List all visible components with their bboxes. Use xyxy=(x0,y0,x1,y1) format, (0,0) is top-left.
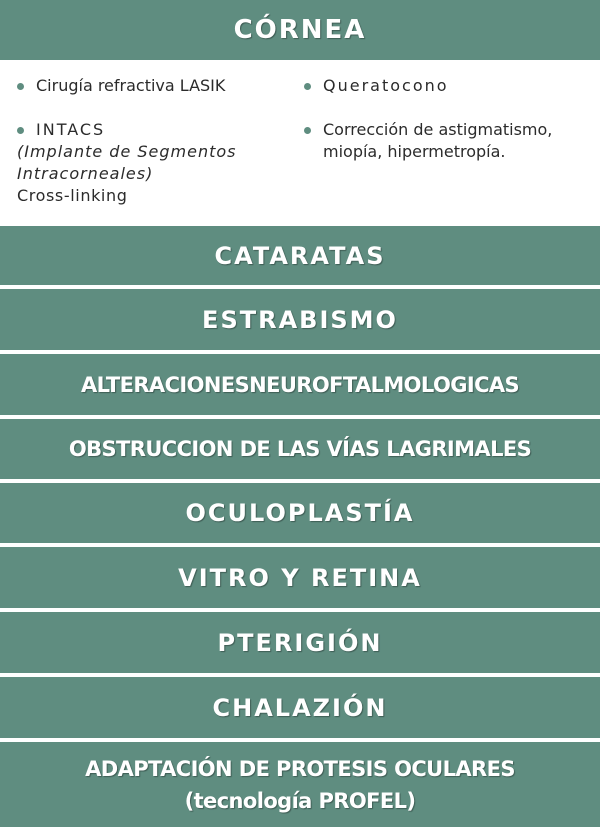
intacs-label: INTACS xyxy=(36,120,106,139)
section-alteraciones: ALTERACIONESNEUROFTALMOLOGICAS xyxy=(0,354,600,415)
bullet-icon xyxy=(304,127,311,134)
section-vitro-retina: VITRO Y RETINA xyxy=(0,547,600,608)
section-estrabismo: ESTRABISMO xyxy=(0,289,600,350)
correccion-line-1: Corrección de astigmatismo, xyxy=(323,120,553,139)
section-adaptacion-protesis xyxy=(0,742,600,827)
adaptacion-subtitle: (tecnología PROFEL) xyxy=(184,788,416,813)
item-intacs xyxy=(17,119,237,207)
cornea-title: CÓRNEA xyxy=(233,15,367,45)
section-cataratas: CATARATAS xyxy=(0,226,600,285)
item-lasik: Cirugía refractiva LASIK xyxy=(36,76,226,95)
section-chalazion: CHALAZIÓN xyxy=(0,677,600,738)
correccion-line-2: miopía, hipermetropía. xyxy=(323,142,506,161)
intacs-desc-1: (Implante de Segmentos xyxy=(17,142,237,161)
adaptacion-title: ADAPTACIÓN DE PROTESIS OCULARES xyxy=(85,756,515,781)
crosslinking-label: Cross-linking xyxy=(17,186,128,205)
cornea-details xyxy=(0,63,600,224)
item-queratocono: Queratocono xyxy=(323,76,449,95)
item-correccion xyxy=(323,119,552,163)
bullet-icon xyxy=(304,83,311,90)
section-obstruccion: OBSTRUCCION DE LAS VÍAS LAGRIMALES xyxy=(0,419,600,479)
bullet-icon xyxy=(17,83,24,90)
intacs-desc-2: Intracorneales) xyxy=(17,164,154,183)
cornea-header xyxy=(0,0,600,60)
section-oculoplastia: OCULOPLASTÍA xyxy=(0,483,600,543)
section-pterigion: PTERIGIÓN xyxy=(0,612,600,673)
